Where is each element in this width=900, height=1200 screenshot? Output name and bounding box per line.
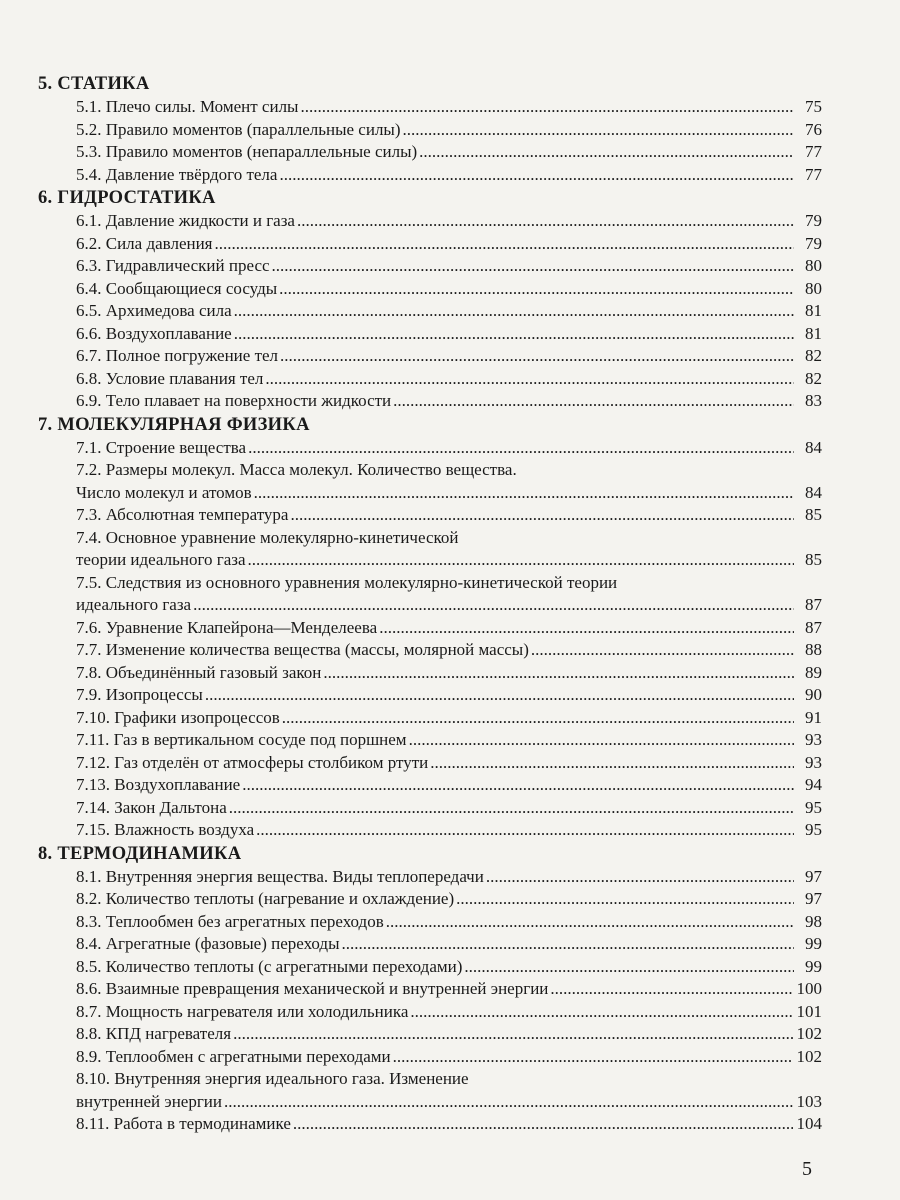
dot-leader <box>248 549 794 572</box>
toc-entry-page: 77 <box>805 142 822 161</box>
dot-leader <box>234 323 794 346</box>
toc-entry-title: 8.1. Внутренняя энергия вещества. Виды теплопередачи <box>76 866 484 886</box>
toc-entry-page: 75 <box>805 97 822 116</box>
toc-entry-page: 84 <box>805 482 822 502</box>
dot-leader <box>265 368 794 391</box>
toc-entry-title: 5.3. Правило моментов (непараллельные силы) <box>76 142 418 161</box>
toc-entry-page: 80 <box>805 278 822 298</box>
toc-entry-page: 89 <box>805 662 822 682</box>
toc-entry-title: 7.15. Влажность воздуха <box>76 820 255 839</box>
toc-entry-page: 102 <box>796 1046 822 1066</box>
toc-entry-title: внутренней энергии <box>76 1091 223 1111</box>
toc-entry-page: 85 <box>805 505 822 524</box>
toc-entry-title: 8.4. Агрегатные (фазовые) переходы <box>76 934 340 953</box>
toc-entry-title: 7.11. Газ в вертикальном сосуде под поршнем <box>76 730 407 749</box>
toc-entry-title: 7.12. Газ отделён от атмосферы столбиком ртути <box>76 752 429 772</box>
toc-entry-lead-line: 8.10. Внутренняя энергия идеального газа. Изменение <box>76 1069 469 1088</box>
toc-entry-page: 100 <box>796 979 822 998</box>
toc-entry <box>38 819 822 842</box>
toc-entry <box>38 119 822 142</box>
toc-entry <box>38 345 822 368</box>
toc-entry <box>38 233 822 256</box>
toc-entry-page: 95 <box>805 820 822 839</box>
toc-entry-lead-line: 7.4. Основное уравнение молекулярно-кинетической <box>76 527 459 547</box>
toc-entry <box>38 504 822 527</box>
dot-leader <box>456 888 794 911</box>
toc-entry-page: 76 <box>805 119 822 139</box>
toc-entry-title: 8.7. Мощность нагревателя или холодильника <box>76 1001 409 1021</box>
toc-entry <box>38 797 822 820</box>
toc-entry-title: 7.3. Абсолютная температура <box>76 505 289 524</box>
toc-entry <box>38 978 822 1001</box>
toc-entry <box>38 617 822 640</box>
toc-entry-title: 8.9. Теплообмен с агрегатными переходами <box>76 1046 391 1066</box>
dot-leader <box>215 233 794 256</box>
toc-entry-page: 98 <box>805 911 822 931</box>
toc-entry-title: 6.3. Гидравлический пресс <box>76 256 270 275</box>
toc-entry-page: 93 <box>805 752 822 772</box>
toc-entry <box>38 933 822 956</box>
toc-entry-title: 7.7. Изменение количества вещества (массы, молярной массы) <box>76 640 529 659</box>
toc-entry <box>38 774 822 797</box>
dot-leader <box>419 141 794 164</box>
toc-entry <box>38 684 822 707</box>
toc-entry-title: Число молекул и атомов <box>76 482 252 502</box>
toc-entry-title: 8.8. КПД нагревателя <box>76 1024 232 1043</box>
toc-entry-page: 77 <box>805 164 822 184</box>
toc-entry <box>38 164 822 187</box>
toc-entry-page: 103 <box>796 1091 822 1111</box>
toc-entry <box>38 639 822 662</box>
toc-entry-page: 80 <box>805 256 822 275</box>
toc-entry <box>38 255 822 278</box>
toc-entry-title: 8.11. Работа в термодинамике <box>76 1114 291 1133</box>
toc-entry-page: 93 <box>805 730 822 749</box>
toc-entry-page: 79 <box>805 211 822 230</box>
dot-leader <box>323 662 794 685</box>
dot-leader <box>393 390 794 413</box>
toc-entry-page: 82 <box>805 368 822 388</box>
toc-entry <box>38 752 822 775</box>
toc-entry <box>38 210 822 233</box>
toc-entry <box>38 549 822 572</box>
toc-entry <box>38 323 822 346</box>
toc-entry <box>38 662 822 685</box>
toc-entry-page: 87 <box>805 595 822 614</box>
toc-entry-page: 95 <box>805 797 822 817</box>
toc-entry <box>38 141 822 164</box>
dot-leader <box>193 594 794 617</box>
table-of-contents <box>38 72 822 1136</box>
toc-entry <box>38 1113 822 1136</box>
section-heading: 7. МОЛЕКУЛЯРНАЯ ФИЗИКА <box>38 414 310 435</box>
dot-leader <box>279 278 794 301</box>
dot-leader <box>282 707 794 730</box>
toc-entry-page: 87 <box>805 617 822 637</box>
toc-entry-title: 6.1. Давление жидкости и газа <box>76 211 295 230</box>
dot-leader <box>229 797 794 820</box>
toc-entry-page: 97 <box>805 889 822 908</box>
dot-leader <box>342 933 794 956</box>
toc-entry-title: 7.14. Закон Дальтона <box>76 797 227 817</box>
section-heading: 5. СТАТИКА <box>38 74 150 94</box>
toc-entry <box>38 729 822 752</box>
toc-entry <box>38 1001 822 1024</box>
toc-entry-title: 8.3. Теплообмен без агрегатных переходов <box>76 911 384 931</box>
toc-entry-page: 88 <box>805 640 822 659</box>
dot-leader <box>224 1091 792 1114</box>
toc-entry-page: 94 <box>805 775 822 794</box>
toc-entry-title: 6.9. Тело плавает на поверхности жидкости <box>76 391 392 410</box>
dot-leader <box>279 164 794 187</box>
dot-leader <box>486 866 794 889</box>
toc-entry-page: 90 <box>805 685 822 704</box>
toc-entry <box>38 437 822 460</box>
dot-leader <box>464 956 794 979</box>
toc-entry <box>38 1023 822 1046</box>
toc-entry <box>38 888 822 911</box>
toc-entry <box>38 390 822 413</box>
toc-entry-page: 99 <box>805 934 822 953</box>
toc-entry-title: 7.13. Воздухоплавание <box>76 775 241 794</box>
toc-entry-page: 81 <box>805 301 822 320</box>
toc-entry-title: теории идеального газа <box>76 550 246 569</box>
dot-leader <box>430 752 794 775</box>
toc-entry-page: 83 <box>805 391 822 410</box>
toc-entry <box>38 1091 822 1114</box>
dot-leader <box>290 504 794 527</box>
toc-entry-title: идеального газа <box>76 595 192 614</box>
toc-entry-page: 81 <box>805 323 822 343</box>
toc-entry <box>38 300 822 323</box>
toc-entry-title: 7.10. Графики изопроцессов <box>76 707 280 727</box>
dot-leader <box>272 255 794 278</box>
dot-leader <box>242 774 794 797</box>
toc-entry-page: 91 <box>805 707 822 727</box>
section-heading: 6. ГИДРОСТАТИКА <box>38 188 216 208</box>
toc-entry <box>38 594 822 617</box>
dot-leader <box>379 617 794 640</box>
section-heading: 8. ТЕРМОДИНАМИКА <box>38 843 242 864</box>
toc-entry <box>38 96 822 119</box>
toc-entry-title: 8.2. Количество теплоты (нагревание и охлаждение) <box>76 889 455 908</box>
toc-entry-lead-line: 7.5. Следствия из основного уравнения молекулярно-кинетической теории <box>76 572 618 592</box>
toc-entry-title: 6.6. Воздухоплавание <box>76 323 232 343</box>
dot-leader <box>409 729 794 752</box>
toc-entry-title: 7.1. Строение вещества <box>76 437 247 457</box>
toc-entry-title: 7.9. Изопроцессы <box>76 685 203 704</box>
toc-entry <box>38 1046 822 1069</box>
toc-entry-page: 99 <box>805 956 822 976</box>
dot-leader <box>386 911 794 934</box>
toc-entry-title: 7.6. Уравнение Клапейрона—Менделеева <box>76 617 378 637</box>
dot-leader <box>233 1023 792 1046</box>
toc-entry-title: 7.8. Объединённый газовый закон <box>76 662 322 682</box>
dot-leader <box>550 978 792 1001</box>
toc-entry-page: 84 <box>805 437 822 457</box>
toc-entry-title: 6.5. Архимедова сила <box>76 301 232 320</box>
dot-leader <box>280 345 794 368</box>
dot-leader <box>403 119 794 142</box>
toc-entry-title: 6.8. Условие плавания тел <box>76 368 264 388</box>
toc-entry <box>38 482 822 505</box>
dot-leader <box>248 437 794 460</box>
toc-entry-title: 5.2. Правило моментов (параллельные силы) <box>76 119 401 139</box>
toc-entry <box>38 707 822 730</box>
dot-leader <box>297 210 794 233</box>
toc-entry-title: 8.5. Количество теплоты (с агрегатными переходами) <box>76 956 463 976</box>
toc-entry-page: 104 <box>796 1114 822 1133</box>
toc-entry-page: 101 <box>796 1001 822 1021</box>
toc-entry-title: 5.4. Давление твёрдого тела <box>76 164 278 184</box>
page-number: 5 <box>802 1158 812 1180</box>
toc-entry <box>38 866 822 889</box>
toc-entry-page: 85 <box>805 550 822 569</box>
dot-leader <box>393 1046 793 1069</box>
toc-entry-title: 6.2. Сила давления <box>76 233 213 253</box>
dot-leader <box>234 300 794 323</box>
toc-entry-title: 5.1. Плечо силы. Момент силы <box>76 97 299 116</box>
toc-entry-title: 6.7. Полное погружение тел <box>76 346 279 365</box>
toc-entry-page: 102 <box>796 1024 822 1043</box>
toc-entry-lead-line: 7.2. Размеры молекул. Масса молекул. Количество вещества. <box>76 460 517 479</box>
toc-entry-page: 97 <box>805 866 822 886</box>
dot-leader <box>300 96 794 119</box>
toc-entry <box>38 911 822 934</box>
dot-leader <box>205 684 794 707</box>
dot-leader <box>410 1001 792 1024</box>
toc-entry-page: 82 <box>805 346 822 365</box>
dot-leader <box>293 1113 793 1136</box>
toc-entry-title: 8.6. Взаимные превращения механической и внутренней энергии <box>76 979 549 998</box>
toc-entry-page: 79 <box>805 233 822 253</box>
dot-leader <box>531 639 794 662</box>
toc-entry <box>38 368 822 391</box>
dot-leader <box>254 482 794 505</box>
toc-entry-title: 6.4. Сообщающиеся сосуды <box>76 278 278 298</box>
dot-leader <box>256 819 794 842</box>
toc-entry <box>38 278 822 301</box>
toc-entry <box>38 956 822 979</box>
